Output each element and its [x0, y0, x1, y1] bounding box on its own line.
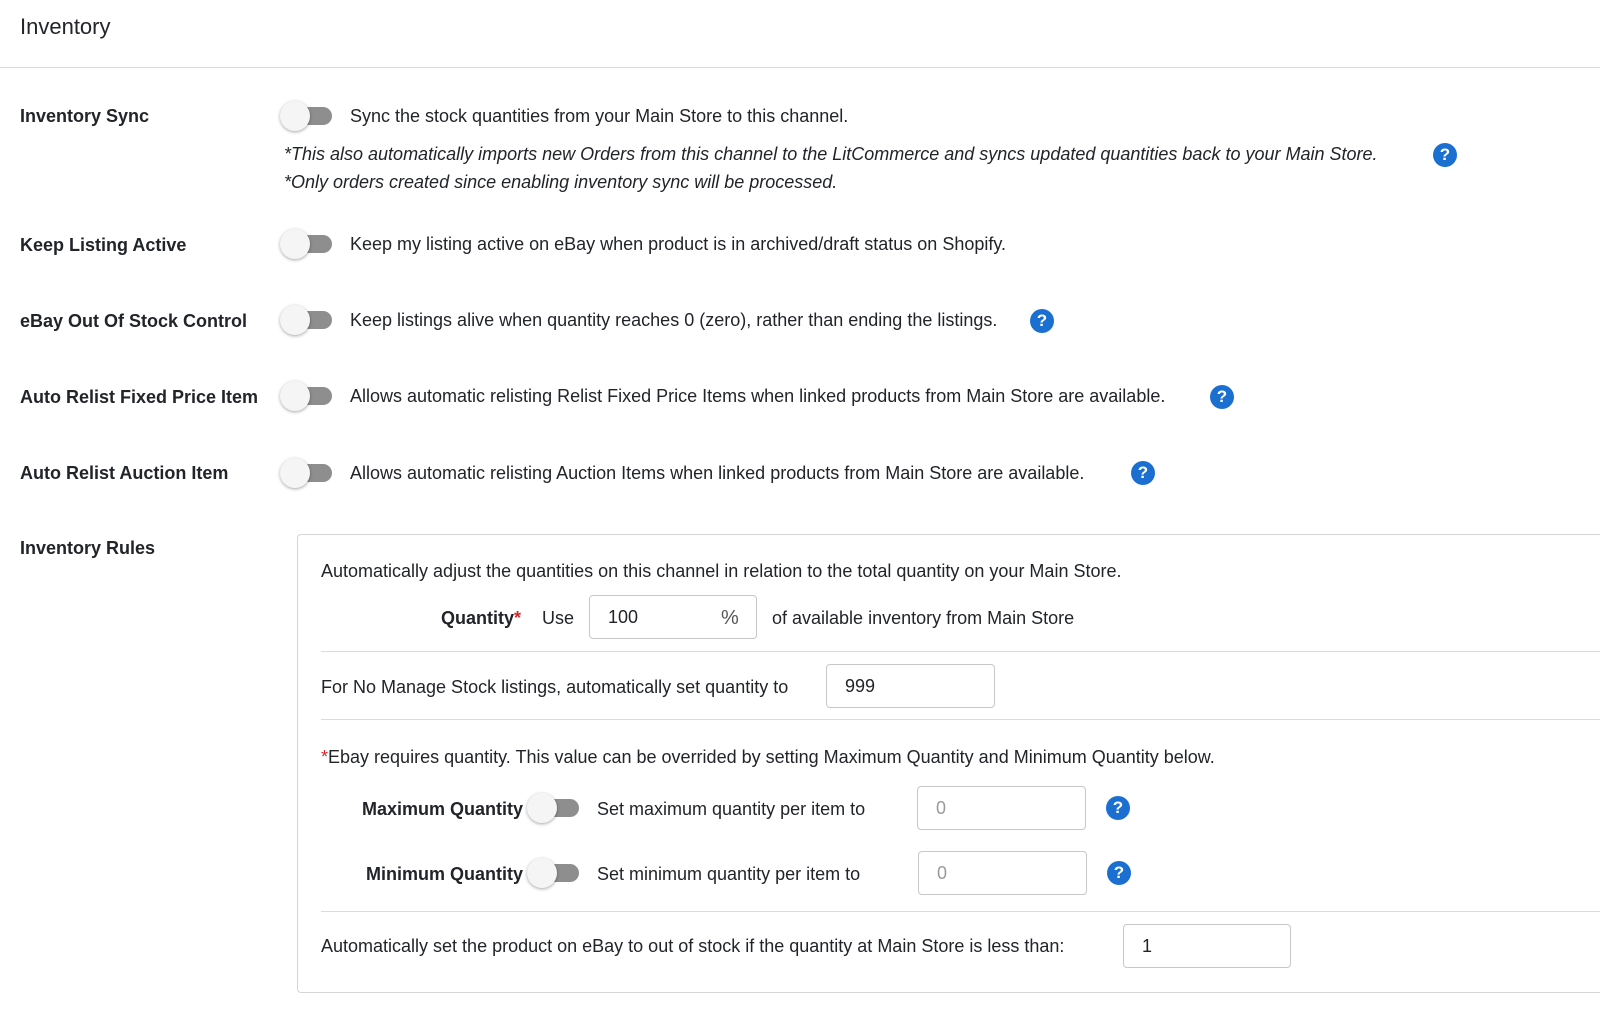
quantity-label-text: Quantity — [441, 608, 515, 628]
help-icon[interactable]: ? — [1210, 385, 1234, 409]
out-of-stock-control-label: eBay Out Of Stock Control — [20, 311, 248, 331]
min-quantity-input[interactable]: 0 — [918, 851, 1087, 895]
max-quantity-label: Maximum Quantity — [362, 799, 524, 819]
out-of-stock-threshold-input[interactable]: 1 — [1123, 924, 1291, 968]
rules-intro: Automatically adjust the quantities on this channel in relation to the total quantity on your Main Store. — [321, 561, 1122, 581]
help-icon[interactable]: ? — [1107, 861, 1131, 885]
no-manage-stock-input[interactable]: 999 — [826, 664, 995, 708]
required-mark: * — [514, 608, 522, 628]
use-label: Use — [542, 608, 575, 628]
help-icon[interactable]: ? — [1106, 796, 1130, 820]
required-mark: * — [321, 747, 329, 767]
quantity-label — [441, 608, 521, 629]
relist-auction-description: Allows automatic relisting Auction Items when linked products from Main Store are available. — [350, 463, 1085, 483]
quantity-percent-input[interactable]: 100 — [589, 595, 757, 639]
section-header — [0, 0, 1600, 68]
no-manage-stock-label: For No Manage Stock listings, automatically set quantity to — [321, 677, 789, 697]
toggle-knob — [280, 305, 310, 335]
help-icon[interactable]: ? — [1433, 143, 1457, 167]
relist-fixed-description: Allows automatic relisting Relist Fixed Price Items when linked products from Main Store are available. — [350, 386, 1166, 406]
toggle-knob — [280, 101, 310, 131]
toggle-knob — [280, 381, 310, 411]
inventory-sync-toggle[interactable] — [280, 101, 336, 131]
percent-sign: % — [721, 607, 739, 629]
relist-auction-label: Auto Relist Auction Item — [20, 463, 229, 483]
ebay-quantity-note — [321, 747, 1215, 768]
keep-listing-active-toggle[interactable] — [280, 229, 336, 259]
max-quantity-description: Set maximum quantity per item to — [597, 799, 866, 819]
toggle-knob — [527, 858, 557, 888]
inventory-sync-note-2: *Only orders created since enabling inventory sync will be processed. — [284, 172, 838, 192]
out-of-stock-control-description: Keep listings alive when quantity reaches 0 (zero), rather than ending the listings. — [350, 310, 998, 330]
inventory-rules-label: Inventory Rules — [20, 538, 156, 558]
relist-auction-toggle[interactable] — [280, 458, 336, 488]
toggle-knob — [280, 229, 310, 259]
min-quantity-toggle[interactable] — [527, 858, 583, 888]
max-quantity-toggle[interactable] — [527, 793, 583, 823]
relist-fixed-label: Auto Relist Fixed Price Item — [20, 387, 259, 407]
inventory-sync-label: Inventory Sync — [20, 106, 150, 126]
page-title: Inventory — [20, 14, 111, 39]
inventory-sync-description: Sync the stock quantities from your Main Store to this channel. — [350, 106, 849, 126]
ebay-quantity-note-text: Ebay requires quantity. This value can be overrided by setting Maximum Quantity and Minimum Quantity below. — [328, 747, 1215, 767]
inventory-sync-note-1: *This also automatically imports new Orders from this channel to the LitCommerce and syncs updated quantities back to your Main Store. — [284, 144, 1378, 164]
help-icon[interactable]: ? — [1030, 309, 1054, 333]
out-of-stock-control-toggle[interactable] — [280, 305, 336, 335]
min-quantity-description: Set minimum quantity per item to — [597, 864, 861, 884]
keep-listing-active-description: Keep my listing active on eBay when product is in archived/draft status on Shopify. — [350, 234, 1007, 254]
max-quantity-input[interactable]: 0 — [917, 786, 1086, 830]
quantity-suffix: of available inventory from Main Store — [772, 608, 1075, 628]
relist-fixed-toggle[interactable] — [280, 381, 336, 411]
divider — [321, 651, 1600, 652]
min-quantity-label: Minimum Quantity — [366, 864, 523, 884]
toggle-knob — [280, 458, 310, 488]
out-of-stock-threshold-label: Automatically set the product on eBay to out of stock if the quantity at Main Store is less than: — [321, 936, 1065, 956]
divider — [321, 719, 1600, 720]
divider — [321, 911, 1600, 912]
keep-listing-active-label: Keep Listing Active — [20, 235, 187, 255]
toggle-knob — [527, 793, 557, 823]
help-icon[interactable]: ? — [1131, 461, 1155, 485]
